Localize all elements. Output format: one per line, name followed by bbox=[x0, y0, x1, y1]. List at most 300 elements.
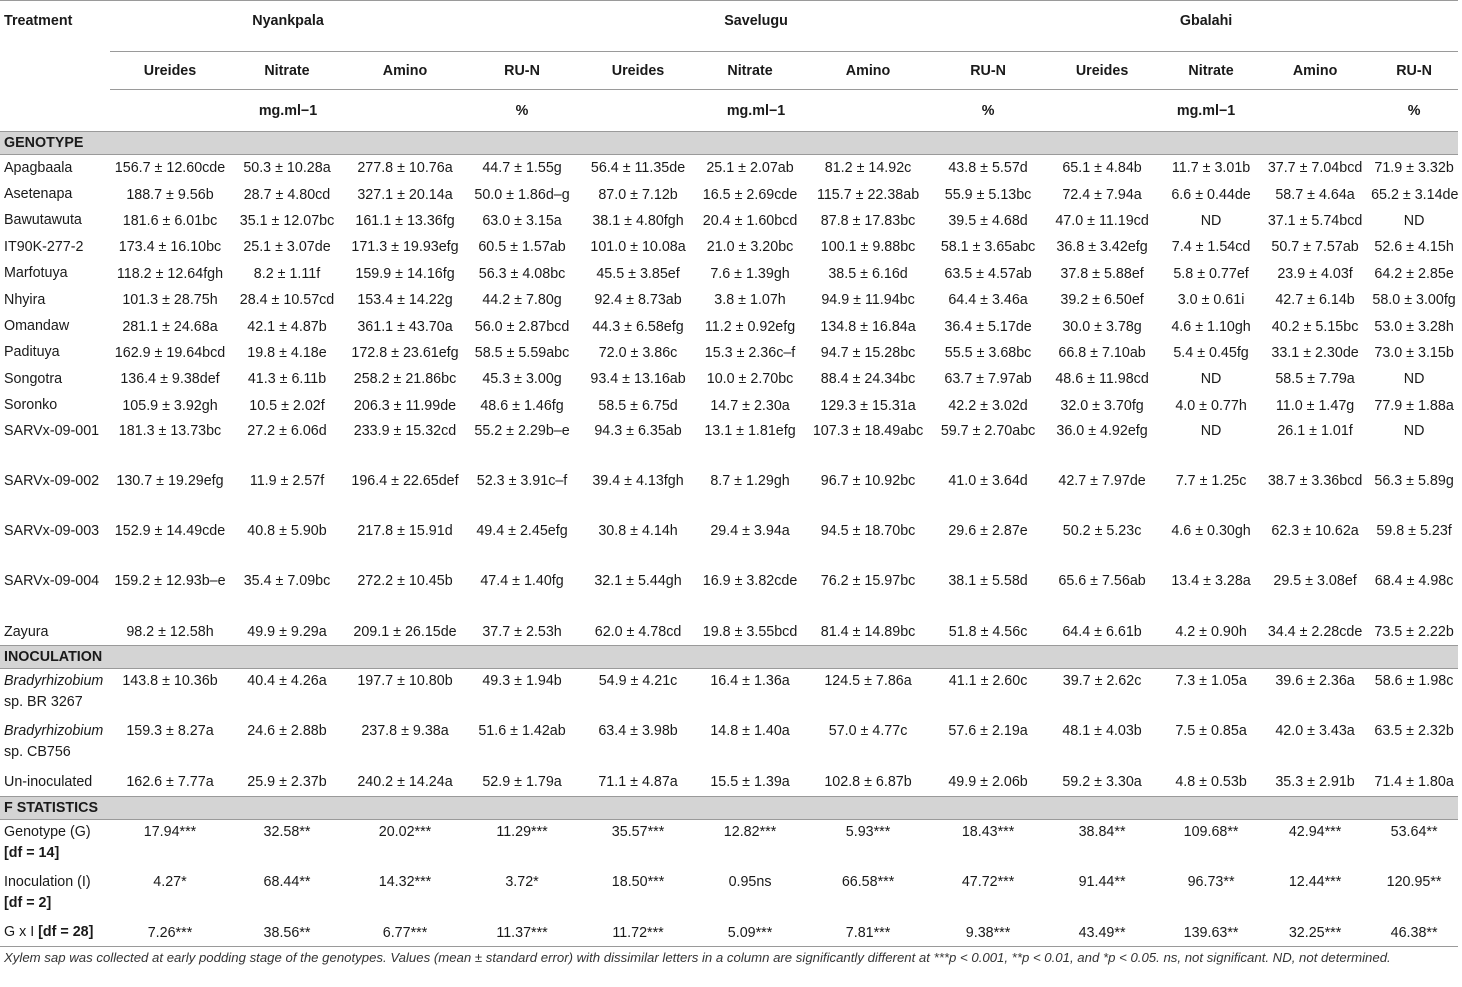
table-cell: 52.6 ± 4.15h bbox=[1374, 239, 1454, 256]
table-cell: 36.4 ± 5.17de bbox=[944, 318, 1032, 335]
table-cell: ND bbox=[1403, 371, 1425, 388]
table-cell: 7.26*** bbox=[110, 920, 230, 947]
table-cell: 92.4 ± 8.73ab bbox=[594, 292, 682, 309]
table-cell: 91.44** bbox=[1078, 873, 1126, 890]
table-cell: 38.1 ± 5.58d bbox=[948, 572, 1028, 589]
table-cell: 173.4 ± 16.10bc bbox=[118, 239, 222, 256]
table-cell: 41.0 ± 3.64d bbox=[948, 472, 1028, 489]
table-cell: 58.6 ± 1.98c bbox=[1374, 673, 1454, 690]
table-cell: 217.8 ± 15.91d bbox=[357, 522, 453, 539]
table-cell: 63.7 ± 7.97ab bbox=[944, 371, 1032, 388]
column-header-amino: Amino bbox=[802, 52, 934, 90]
table-cell: 3.0 ± 0.61i bbox=[1177, 292, 1245, 309]
table-cell: ND bbox=[1200, 422, 1222, 439]
table-cell: 25.1 ± 3.07de bbox=[243, 239, 331, 256]
table-cell: 60.5 ± 1.57ab bbox=[478, 239, 566, 256]
table-cell: 29.4 ± 3.94a bbox=[710, 522, 790, 539]
table-cell: 100.1 ± 9.88bc bbox=[820, 239, 916, 256]
table-cell: 76.2 ± 15.97bc bbox=[820, 572, 916, 589]
table-cell: 159.9 ± 14.16fg bbox=[355, 265, 455, 282]
table-cell: 25.1 ± 2.07ab bbox=[706, 160, 794, 177]
table-cell: 14.8 ± 1.40a bbox=[710, 723, 790, 740]
table-cell: 39.4 ± 4.13fgh bbox=[592, 472, 684, 489]
table-cell: 11.9 ± 2.57f bbox=[249, 472, 325, 489]
table-cell: 65.2 ± 3.14de bbox=[1371, 186, 1459, 203]
table-cell: 152.9 ± 14.49cde bbox=[114, 522, 226, 539]
table-cell: 13.4 ± 3.28a bbox=[1171, 572, 1251, 589]
table-cell: 51.6 ± 1.42ab bbox=[478, 723, 566, 740]
table-cell: 72.4 ± 7.94a bbox=[1062, 186, 1142, 203]
table-cell: 30.8 ± 4.14h bbox=[598, 522, 678, 539]
table-cell: 24.6 ± 2.88b bbox=[247, 723, 327, 740]
table-cell: 93.4 ± 13.16ab bbox=[590, 371, 686, 388]
table-cell: 20.02*** bbox=[378, 823, 432, 840]
table-cell: 38.1 ± 4.80fgh bbox=[592, 212, 684, 229]
section-header-fstats: F STATISTICS bbox=[0, 796, 1458, 819]
table-row bbox=[0, 519, 1458, 569]
row-label: SARVx-09-004 bbox=[4, 572, 100, 589]
table-cell: 35.57*** bbox=[611, 823, 665, 840]
header-location-nyankpala: Nyankpala bbox=[110, 1, 466, 52]
table-row bbox=[0, 920, 1458, 947]
table-row bbox=[0, 393, 1458, 419]
table-cell: 181.3 ± 13.73bc bbox=[118, 422, 222, 439]
row-label: Asetenapa bbox=[4, 186, 73, 203]
table-cell: 14.7 ± 2.30a bbox=[710, 397, 790, 414]
table-cell: 105.9 ± 3.92gh bbox=[122, 397, 218, 414]
table-cell: 47.72*** bbox=[961, 873, 1015, 890]
table-cell: 18.43*** bbox=[961, 823, 1015, 840]
table-cell: 50.2 ± 5.23c bbox=[1062, 522, 1142, 539]
table-cell: 58.5 ± 7.79a bbox=[1275, 371, 1355, 388]
table-cell: 26.1 ± 1.01f bbox=[1277, 422, 1353, 439]
table-cell: 197.7 ± 10.80b bbox=[357, 673, 453, 690]
table-cell: 39.6 ± 2.36a bbox=[1275, 673, 1355, 690]
table-cell: 209.1 ± 26.15de bbox=[353, 624, 457, 641]
row-label: SARVx-09-001 bbox=[4, 422, 100, 439]
table-cell: 44.7 ± 1.55g bbox=[482, 160, 562, 177]
table-cell: 11.72*** bbox=[578, 920, 698, 947]
table-cell: 56.4 ± 11.35de bbox=[590, 160, 686, 177]
table-cell: 272.2 ± 10.45b bbox=[357, 572, 453, 589]
table-cell: 42.7 ± 6.14b bbox=[1275, 292, 1355, 309]
table-cell: 156.7 ± 12.60cde bbox=[114, 160, 226, 177]
table-cell: 4.6 ± 0.30gh bbox=[1171, 522, 1251, 539]
section-header-genotype: GENOTYPE bbox=[0, 132, 1458, 155]
table-cell: 32.1 ± 5.44gh bbox=[594, 572, 682, 589]
row-label bbox=[0, 719, 110, 769]
table-cell: 124.5 ± 7.86a bbox=[824, 673, 912, 690]
table-cell: 101.0 ± 10.08a bbox=[590, 239, 686, 256]
table-cell: 59.7 ± 2.70abc bbox=[940, 422, 1036, 439]
table-cell: 0.95ns bbox=[728, 873, 772, 890]
table-cell: 68.44** bbox=[263, 873, 311, 890]
table-cell: 5.09*** bbox=[698, 920, 802, 947]
column-header-ru-n: RU-N bbox=[1370, 52, 1458, 90]
table-row bbox=[0, 181, 1458, 207]
table-cell: 15.3 ± 2.36c–f bbox=[704, 344, 796, 361]
table-cell: 49.4 ± 2.45efg bbox=[476, 522, 568, 539]
table-cell: 52.9 ± 1.79a bbox=[482, 774, 562, 791]
table-cell: 39.2 ± 6.50ef bbox=[1060, 292, 1144, 309]
table-cell: 35.3 ± 2.91b bbox=[1275, 774, 1355, 791]
table-cell: 8.2 ± 1.11f bbox=[253, 265, 321, 282]
row-label-line1: Bradyrhizobium bbox=[4, 723, 104, 740]
table-cell: 9.38*** bbox=[934, 920, 1042, 947]
table-cell: 45.3 ± 3.00g bbox=[482, 371, 562, 388]
table-cell: 71.4 ± 1.80a bbox=[1374, 774, 1454, 791]
row-label-name: G x I bbox=[4, 924, 35, 941]
unit-concentration: mg.ml−1 bbox=[110, 90, 466, 132]
table-cell: 54.9 ± 4.21c bbox=[598, 673, 678, 690]
table-cell: 77.9 ± 1.88a bbox=[1374, 397, 1454, 414]
table-cell: 64.4 ± 6.61b bbox=[1062, 624, 1142, 641]
table-cell: 162.6 ± 7.77a bbox=[126, 774, 214, 791]
table-cell: 39.7 ± 2.62c bbox=[1062, 673, 1142, 690]
table-cell: ND bbox=[1200, 212, 1222, 229]
row-label: Nhyira bbox=[4, 291, 46, 308]
table-cell: 4.6 ± 1.10gh bbox=[1171, 318, 1251, 335]
table-cell: 32.58** bbox=[263, 823, 311, 840]
table-cell: 16.5 ± 2.69cde bbox=[702, 186, 798, 203]
table-cell: 32.25*** bbox=[1260, 920, 1370, 947]
table-cell: 64.2 ± 2.85e bbox=[1374, 265, 1454, 282]
table-cell: 50.3 ± 10.28a bbox=[243, 160, 331, 177]
table-cell: 56.3 ± 5.89g bbox=[1374, 472, 1454, 489]
table-cell: 53.64** bbox=[1390, 823, 1438, 840]
table-cell: 4.27* bbox=[153, 873, 187, 890]
row-label: IT90K-277-2 bbox=[4, 238, 84, 255]
table-cell: 42.1 ± 4.87b bbox=[247, 318, 327, 335]
table-cell: 13.1 ± 1.81efg bbox=[704, 422, 796, 439]
table-cell: 37.1 ± 5.74bcd bbox=[1267, 212, 1363, 229]
column-header-amino: Amino bbox=[344, 52, 466, 90]
table-cell: 40.2 ± 5.15bc bbox=[1271, 318, 1359, 335]
table-cell: 233.9 ± 15.32cd bbox=[353, 422, 457, 439]
table-cell: 7.81*** bbox=[802, 920, 934, 947]
table-cell: 143.8 ± 10.36b bbox=[122, 673, 218, 690]
table-cell: 6.6 ± 0.44de bbox=[1171, 186, 1251, 203]
table-cell: 56.0 ± 2.87bcd bbox=[474, 318, 570, 335]
table-cell: ND bbox=[1403, 212, 1425, 229]
table-cell: 38.5 ± 6.16d bbox=[828, 265, 908, 282]
table-cell: 38.56** bbox=[230, 920, 344, 947]
row-label bbox=[0, 920, 110, 947]
table-cell: 10.5 ± 2.02f bbox=[249, 397, 325, 414]
row-label: Zayura bbox=[4, 623, 49, 640]
table-cell: 115.7 ± 22.38ab bbox=[816, 186, 920, 203]
table-row bbox=[0, 719, 1458, 769]
table-cell: 42.7 ± 7.97de bbox=[1058, 472, 1146, 489]
table-cell: 94.7 ± 15.28bc bbox=[820, 344, 916, 361]
table-cell: 277.8 ± 10.76a bbox=[357, 160, 453, 177]
table-cell: 18.50*** bbox=[611, 873, 665, 890]
table-cell: 96.7 ± 10.92bc bbox=[820, 472, 916, 489]
table-cell: 58.5 ± 5.59abc bbox=[474, 344, 570, 361]
table-cell: 63.0 ± 3.15a bbox=[482, 212, 562, 229]
header-treatment: Treatment bbox=[0, 1, 110, 52]
table-cell: 16.4 ± 1.36a bbox=[710, 673, 790, 690]
unit-percent: % bbox=[466, 90, 578, 132]
table-cell: 39.5 ± 4.68d bbox=[948, 212, 1028, 229]
table-cell: 162.9 ± 19.64bcd bbox=[114, 344, 226, 361]
row-label bbox=[0, 769, 110, 796]
table-cell: 8.7 ± 1.29gh bbox=[710, 472, 790, 489]
table-cell: 40.4 ± 4.26a bbox=[247, 673, 327, 690]
table-cell: 7.3 ± 1.05a bbox=[1175, 673, 1247, 690]
table-row bbox=[0, 261, 1458, 287]
table-cell: 14.32*** bbox=[378, 873, 432, 890]
row-label-line1: Bradyrhizobium bbox=[4, 673, 104, 690]
table-cell: 47.0 ± 11.19cd bbox=[1055, 212, 1149, 229]
table-cell: 55.2 ± 2.29b–e bbox=[474, 422, 570, 439]
table-cell: 51.8 ± 4.56c bbox=[948, 624, 1028, 641]
table-cell: ND bbox=[1403, 422, 1425, 439]
table-cell: 5.93*** bbox=[845, 823, 891, 840]
column-header-nitrate: Nitrate bbox=[230, 52, 344, 90]
table-cell: 49.3 ± 1.94b bbox=[482, 673, 562, 690]
table-cell: 30.0 ± 3.78g bbox=[1062, 318, 1142, 335]
table-cell: 327.1 ± 20.14a bbox=[357, 186, 453, 203]
table-cell: 37.8 ± 5.88ef bbox=[1060, 265, 1144, 282]
table-cell: 37.7 ± 7.04bcd bbox=[1267, 160, 1363, 177]
row-label bbox=[0, 819, 110, 870]
row-label-df: [df = 14] bbox=[4, 844, 60, 861]
row-label-line2: sp. CB756 bbox=[4, 744, 71, 761]
table-row bbox=[0, 619, 1458, 646]
table-cell: 34.4 ± 2.28cde bbox=[1267, 624, 1363, 641]
table-cell: 49.9 ± 9.29a bbox=[247, 624, 327, 641]
table-cell: 118.2 ± 12.64fgh bbox=[116, 265, 224, 282]
table-cell: 44.2 ± 7.80g bbox=[482, 292, 562, 309]
table-cell: 68.4 ± 4.98c bbox=[1374, 572, 1454, 589]
table-cell: 181.6 ± 6.01bc bbox=[122, 212, 218, 229]
table-cell: 72.0 ± 3.86c bbox=[598, 344, 678, 361]
table-cell: 172.8 ± 23.61efg bbox=[351, 344, 459, 361]
table-cell: 130.7 ± 19.29efg bbox=[116, 472, 224, 489]
table-cell: 35.4 ± 7.09bc bbox=[243, 572, 331, 589]
table-cell: 48.6 ± 1.46fg bbox=[480, 397, 564, 414]
table-cell: 63.4 ± 3.98b bbox=[598, 723, 678, 740]
table-cell: 35.1 ± 12.07bc bbox=[239, 212, 335, 229]
table-cell: 109.68** bbox=[1183, 823, 1239, 840]
table-cell: 107.3 ± 18.49abc bbox=[812, 422, 924, 439]
column-header-ru-n: RU-N bbox=[466, 52, 578, 90]
table-cell: 188.7 ± 9.56b bbox=[126, 186, 214, 203]
table-cell: 49.9 ± 2.06b bbox=[948, 774, 1028, 791]
row-label-line2: sp. BR 3267 bbox=[4, 694, 83, 711]
table-cell: 96.73** bbox=[1187, 873, 1235, 890]
unit-percent: % bbox=[934, 90, 1042, 132]
column-header-ureides: Ureides bbox=[1042, 52, 1162, 90]
table-cell: 94.5 ± 18.70bc bbox=[820, 522, 916, 539]
column-header-nitrate: Nitrate bbox=[698, 52, 802, 90]
table-cell: 5.4 ± 0.45fg bbox=[1173, 344, 1249, 361]
table-cell: 81.2 ± 14.92c bbox=[824, 160, 912, 177]
table-cell: 43.49** bbox=[1042, 920, 1162, 947]
table-cell: ND bbox=[1200, 371, 1222, 388]
table-cell: 16.9 ± 3.82cde bbox=[702, 572, 798, 589]
table-row bbox=[0, 208, 1458, 234]
table-cell: 21.0 ± 3.20bc bbox=[706, 239, 794, 256]
table-cell: 73.5 ± 2.22b bbox=[1374, 624, 1454, 641]
table-cell: 45.5 ± 3.85ef bbox=[596, 265, 680, 282]
table-row bbox=[0, 313, 1458, 339]
table-cell: 36.0 ± 4.92efg bbox=[1056, 422, 1148, 439]
table-cell: 48.1 ± 4.03b bbox=[1062, 723, 1142, 740]
unit-concentration: mg.ml−1 bbox=[578, 90, 934, 132]
table-cell: 55.5 ± 3.68bc bbox=[944, 344, 1032, 361]
table-row bbox=[0, 287, 1458, 313]
table-row bbox=[0, 234, 1458, 260]
table-cell: 29.6 ± 2.87e bbox=[948, 522, 1028, 539]
table-cell: 62.0 ± 4.78cd bbox=[594, 624, 682, 641]
table-cell: 44.3 ± 6.58efg bbox=[592, 318, 684, 335]
table-cell: 66.8 ± 7.10ab bbox=[1058, 344, 1146, 361]
table-cell: 15.5 ± 1.39a bbox=[710, 774, 790, 791]
table-cell: 36.8 ± 3.42efg bbox=[1056, 239, 1148, 256]
row-label bbox=[0, 669, 110, 720]
table-cell: 48.6 ± 11.98cd bbox=[1055, 371, 1149, 388]
table-cell: 7.5 ± 0.85a bbox=[1175, 723, 1247, 740]
row-label-df: [df = 28] bbox=[38, 924, 94, 941]
table-cell: 153.4 ± 14.22g bbox=[357, 292, 453, 309]
table-cell: 71.1 ± 4.87a bbox=[598, 774, 678, 791]
table-cell: 87.0 ± 7.12b bbox=[598, 186, 678, 203]
table-cell: 94.3 ± 6.35ab bbox=[594, 422, 682, 439]
table-cell: 71.9 ± 3.32b bbox=[1374, 160, 1454, 177]
table-cell: 42.2 ± 3.02d bbox=[948, 397, 1028, 414]
table-cell: 53.0 ± 3.28h bbox=[1374, 318, 1454, 335]
table-cell: 3.72* bbox=[505, 873, 539, 890]
table-cell: 4.0 ± 0.77h bbox=[1175, 397, 1247, 414]
table-cell: 161.1 ± 13.36fg bbox=[355, 212, 455, 229]
table-cell: 56.3 ± 4.08bc bbox=[478, 265, 566, 282]
table-cell: 58.7 ± 4.64a bbox=[1275, 186, 1355, 203]
table-cell: 87.8 ± 17.83bc bbox=[820, 212, 916, 229]
column-header-ureides: Ureides bbox=[110, 52, 230, 90]
table-cell: 129.3 ± 15.31a bbox=[820, 397, 916, 414]
table-cell: 65.1 ± 4.84b bbox=[1062, 160, 1142, 177]
table-cell: 33.1 ± 2.30de bbox=[1271, 344, 1359, 361]
table-cell: 136.4 ± 9.38def bbox=[120, 371, 220, 388]
table-cell: 11.0 ± 1.47g bbox=[1275, 397, 1355, 414]
table-cell: 12.44*** bbox=[1288, 873, 1342, 890]
section-header-inoculation: INOCULATION bbox=[0, 646, 1458, 669]
row-label: SARVx-09-003 bbox=[4, 522, 100, 539]
row-label-name: Genotype (G) bbox=[4, 823, 91, 840]
table-cell: 28.4 ± 10.57cd bbox=[239, 292, 335, 309]
row-label: SARVx-09-002 bbox=[4, 472, 100, 489]
row-label: Padituya bbox=[4, 344, 60, 361]
table-cell: 4.2 ± 0.90h bbox=[1175, 624, 1247, 641]
table-cell: 88.4 ± 24.34bc bbox=[820, 371, 916, 388]
table-cell: 52.3 ± 3.91c–f bbox=[476, 472, 568, 489]
table-cell: 63.5 ± 4.57ab bbox=[944, 265, 1032, 282]
table-row bbox=[0, 340, 1458, 366]
table-cell: 23.9 ± 4.03f bbox=[1277, 265, 1353, 282]
table-row bbox=[0, 669, 1458, 720]
table-row bbox=[0, 469, 1458, 519]
table-cell: 42.94*** bbox=[1288, 823, 1342, 840]
table-cell: 27.2 ± 6.06d bbox=[247, 422, 327, 439]
table-cell: 159.2 ± 12.93b–e bbox=[114, 572, 226, 589]
table-cell: 281.1 ± 24.68a bbox=[122, 318, 218, 335]
table-cell: 196.4 ± 22.65def bbox=[351, 472, 459, 489]
table-cell: 4.8 ± 0.53b bbox=[1175, 774, 1247, 791]
table-row bbox=[0, 155, 1458, 182]
table-cell: 12.82*** bbox=[723, 823, 777, 840]
table-cell: 50.0 ± 1.86d–g bbox=[474, 186, 570, 203]
table-cell: 101.3 ± 28.75h bbox=[122, 292, 218, 309]
table-cell: 19.8 ± 3.55bcd bbox=[702, 624, 798, 641]
column-header-ru-n: RU-N bbox=[934, 52, 1042, 90]
table-cell: 63.5 ± 2.32b bbox=[1374, 723, 1454, 740]
table-cell: 28.7 ± 4.80cd bbox=[243, 186, 331, 203]
table-cell: 11.2 ± 0.92efg bbox=[704, 318, 796, 335]
unit-concentration: mg.ml−1 bbox=[1042, 90, 1370, 132]
column-header-amino: Amino bbox=[1260, 52, 1370, 90]
row-label-name: Inoculation (I) bbox=[4, 873, 91, 890]
table-cell: 50.7 ± 7.57ab bbox=[1271, 239, 1359, 256]
table-cell: 11.7 ± 3.01b bbox=[1171, 160, 1251, 177]
table-cell: 59.2 ± 3.30a bbox=[1062, 774, 1142, 791]
table-cell: 5.8 ± 0.77ef bbox=[1173, 265, 1249, 282]
table-cell: 73.0 ± 3.15b bbox=[1374, 344, 1454, 361]
table-row bbox=[0, 769, 1458, 796]
row-label: Songotra bbox=[4, 370, 63, 387]
table-row bbox=[0, 569, 1458, 619]
table-cell: 7.6 ± 1.39gh bbox=[710, 265, 790, 282]
row-label bbox=[0, 870, 110, 920]
header-location-savelugu: Savelugu bbox=[578, 1, 934, 52]
unit-percent: % bbox=[1370, 90, 1458, 132]
table-cell: 237.8 ± 9.38a bbox=[361, 723, 449, 740]
table-cell: 3.8 ± 1.07h bbox=[714, 292, 786, 309]
table-cell: 19.8 ± 4.18e bbox=[247, 344, 327, 361]
table-cell: 37.7 ± 2.53h bbox=[482, 624, 562, 641]
table-cell: 98.2 ± 12.58h bbox=[126, 624, 214, 641]
table-row bbox=[0, 419, 1458, 469]
table-cell: 40.8 ± 5.90b bbox=[247, 522, 327, 539]
table-cell: 58.5 ± 6.75d bbox=[598, 397, 678, 414]
table-row bbox=[0, 870, 1458, 920]
table-cell: 159.3 ± 8.27a bbox=[126, 723, 214, 740]
table-cell: 120.95** bbox=[1386, 873, 1442, 890]
table-cell: 66.58*** bbox=[841, 873, 895, 890]
header-location-gbalahi: Gbalahi bbox=[1042, 1, 1370, 52]
table-cell: 38.84** bbox=[1078, 823, 1126, 840]
table-cell: 11.29*** bbox=[496, 823, 548, 840]
row-label: Bawutawuta bbox=[4, 212, 82, 229]
table-cell: 55.9 ± 5.13bc bbox=[944, 186, 1032, 203]
table-cell: 64.4 ± 3.46a bbox=[948, 292, 1028, 309]
table-cell: 258.2 ± 21.86bc bbox=[353, 371, 457, 388]
table-cell: 32.0 ± 3.70fg bbox=[1060, 397, 1144, 414]
table-cell: 102.8 ± 6.87b bbox=[824, 774, 912, 791]
table-cell: 42.0 ± 3.43a bbox=[1275, 723, 1355, 740]
table-cell: 47.4 ± 1.40fg bbox=[480, 572, 564, 589]
table-cell: 171.3 ± 19.93efg bbox=[351, 239, 459, 256]
column-header-nitrate: Nitrate bbox=[1162, 52, 1260, 90]
table-cell: 65.6 ± 7.56ab bbox=[1058, 572, 1146, 589]
table-cell: 11.37*** bbox=[466, 920, 578, 947]
table-cell: 20.4 ± 1.60bcd bbox=[702, 212, 798, 229]
table-cell: 7.4 ± 1.54cd bbox=[1171, 239, 1251, 256]
column-header-ureides: Ureides bbox=[578, 52, 698, 90]
row-label: Marfotuya bbox=[4, 265, 68, 282]
table-cell: 59.8 ± 5.23f bbox=[1376, 522, 1452, 539]
